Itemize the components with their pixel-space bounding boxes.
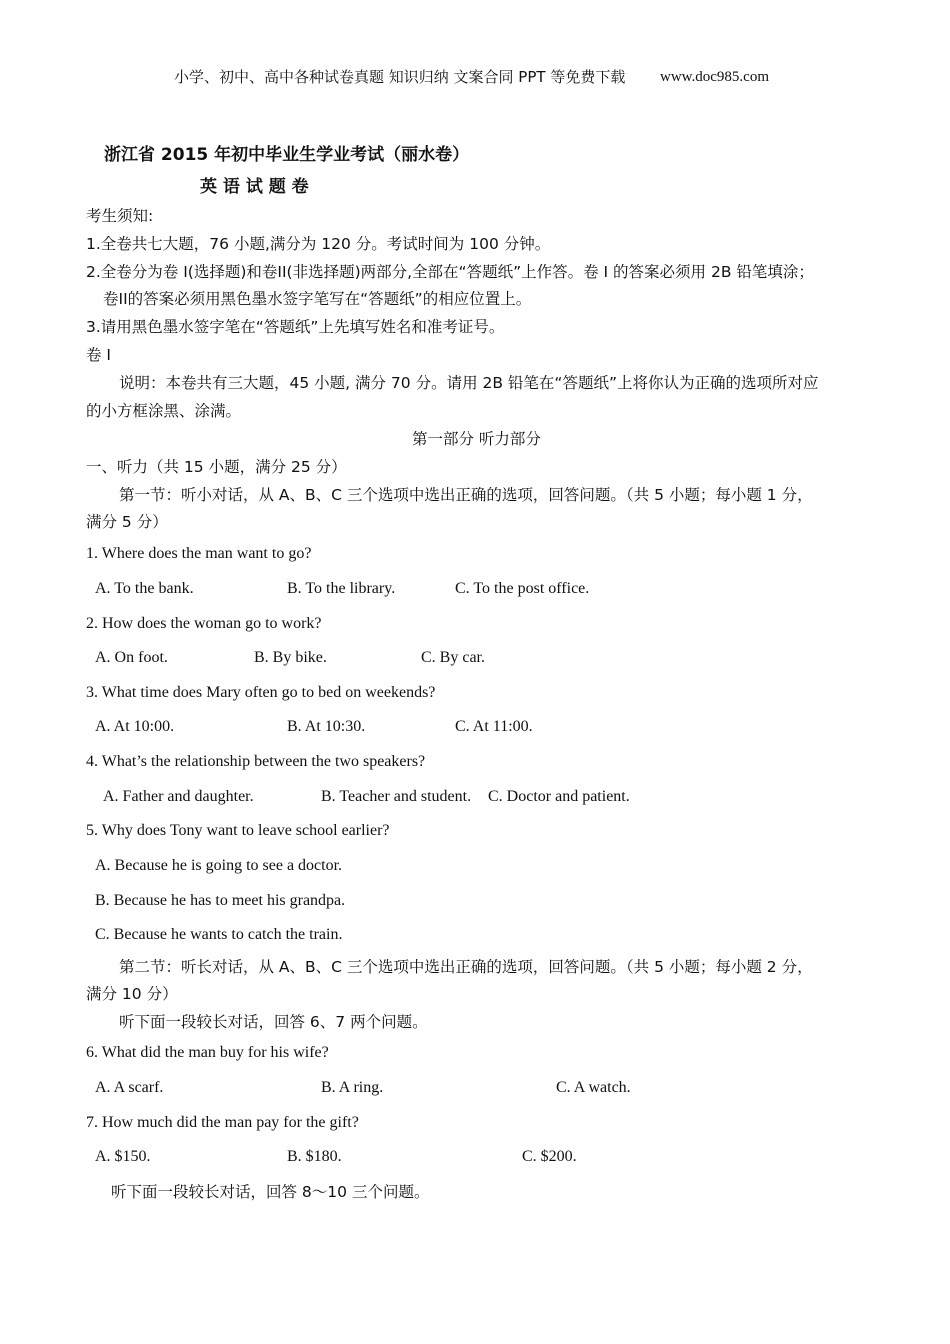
question-4-option-b: B. Teacher and student. <box>321 788 472 805</box>
notice-item-1: 1.全卷共七大题，76 小题,满分为 120 分。考试时间为 100 分钟。 <box>86 235 551 253</box>
question-stem-6: 6. What did the man buy for his wife? <box>86 1044 329 1061</box>
volume-instruction-line1: 说明：本卷共有三大题，45 小题, 满分 70 分。请用 2B 铅笔在“答题纸”上将你认为正确的选项所对应 <box>119 374 819 392</box>
question-2-option-c: C. By car. <box>421 649 485 666</box>
part-title: 第一部分 听力部分 <box>412 430 541 448</box>
notice-heading: 考生须知: <box>86 207 154 225</box>
page-header-site[interactable]: www.doc985.com <box>660 69 770 85</box>
section1-instruction-line2: 满分 5 分） <box>86 513 168 531</box>
question-stem-3: 3. What time does Mary often go to bed on weekends? <box>86 684 436 701</box>
question-4-option-c: C. Doctor and patient. <box>488 788 630 805</box>
question-stem-1: 1. Where does the man want to go? <box>86 545 312 562</box>
question-3-option-a: A. At 10:00. <box>95 718 175 735</box>
page-header-banner: 小学、初中、高中各种试卷真题 知识归纳 文案合同 PPT 等免费下载 <box>174 68 626 86</box>
question-7-option-a: A. $150. <box>95 1148 151 1165</box>
question-6-option-a: A. A scarf. <box>95 1079 164 1096</box>
question-6-option-b: B. A ring. <box>321 1079 384 1096</box>
question-5-option-a: A. Because he is going to see a doctor. <box>95 857 343 874</box>
question-1-option-b: B. To the library. <box>287 580 396 597</box>
question-2-option-b: B. By bike. <box>254 649 327 666</box>
exam-title: 浙江省 2015 年初中毕业生学业考试（丽水卷） <box>104 145 470 165</box>
exam-subtitle: 英 语 试 题 卷 <box>200 177 309 197</box>
question-6-option-c: C. A watch. <box>556 1079 631 1096</box>
question-1-option-c: C. To the post office. <box>455 580 590 597</box>
section2-instruction-line1: 第二节：听长对话，从 A、B、C 三个选项中选出正确的选项，回答问题。（共 5 小题；每小题 2 分， <box>119 958 813 976</box>
question-3-option-b: B. At 10:30. <box>287 718 366 735</box>
question-7-option-b: B. $180. <box>287 1148 342 1165</box>
question-5-option-c: C. Because he wants to catch the train. <box>95 926 343 943</box>
volume-label: 卷 I <box>86 346 111 364</box>
notice-item-2: 2.全卷分为卷 I(选择题)和卷II(非选择题)两部分,全部在“答题纸”上作答。卷 I 的答案必须用 2B 铅笔填涂； <box>86 263 814 281</box>
volume-instruction-line2: 的小方框涂黑、涂满。 <box>86 402 242 420</box>
section-title: 一、听力（共 15 小题，满分 25 分） <box>86 458 347 476</box>
question-stem-2: 2. How does the woman go to work? <box>86 615 322 632</box>
question-stem-4: 4. What’s the relationship between the two speakers? <box>86 753 426 770</box>
question-stem-7: 7. How much did the man pay for the gift? <box>86 1114 359 1131</box>
question-2-option-a: A. On foot. <box>95 649 168 666</box>
question-1-option-a: A. To the bank. <box>95 580 194 597</box>
notice-item-2-cont: 卷II的答案必须用黑色墨水签字笔写在“答题纸”的相应位置上。 <box>103 290 532 308</box>
question-3-option-c: C. At 11:00. <box>455 718 533 735</box>
question-stem-5: 5. Why does Tony want to leave school earlier? <box>86 822 390 839</box>
notice-item-3: 3.请用黑色墨水签字笔在“答题纸”上先填写姓名和准考证号。 <box>86 318 505 336</box>
question-4-option-a: A. Father and daughter. <box>103 788 254 805</box>
section1-instruction-line1: 第一节：听小对话，从 A、B、C 三个选项中选出正确的选项，回答问题。（共 5 小题；每小题 1 分， <box>119 486 813 504</box>
listen-instruction-8-10: 听下面一段较长对话，回答 8～10 三个问题。 <box>111 1183 430 1201</box>
section2-instruction-line2: 满分 10 分） <box>86 985 178 1003</box>
question-5-option-b: B. Because he has to meet his grandpa. <box>95 892 346 909</box>
listen-instruction-6-7: 听下面一段较长对话，回答 6、7 两个问题。 <box>119 1013 428 1031</box>
question-7-option-c: C. $200. <box>522 1148 577 1165</box>
